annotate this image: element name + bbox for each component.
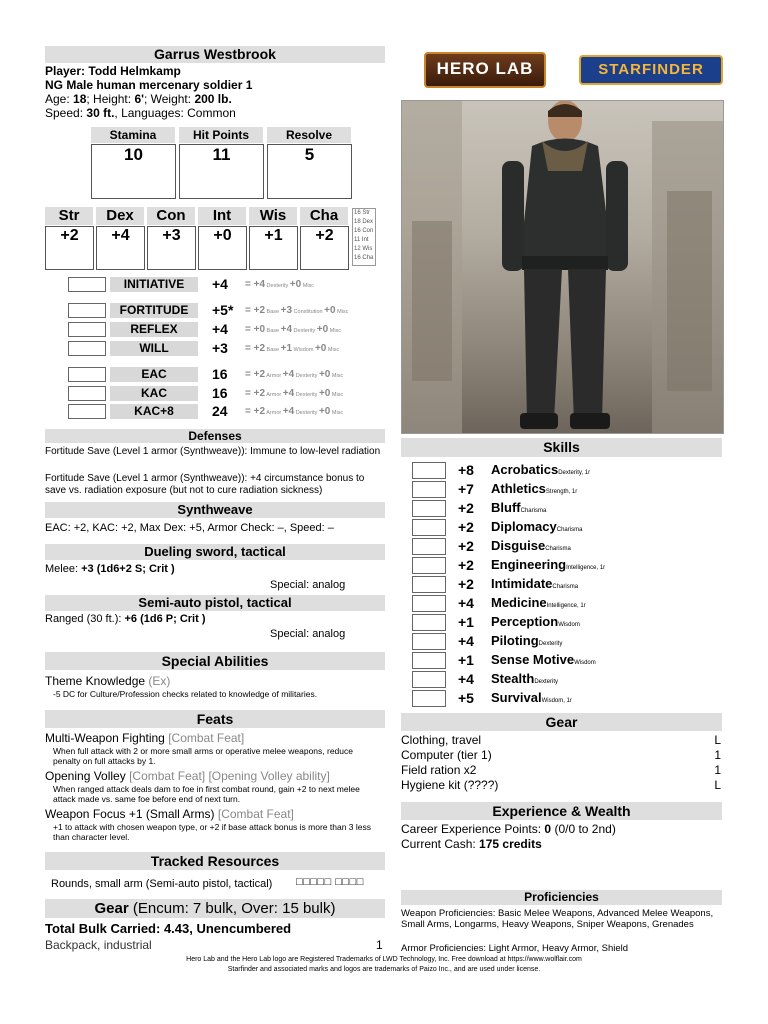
skills-title: Skills	[543, 439, 580, 455]
ability-score-5: 16 Cha	[354, 255, 374, 261]
skill-input-1[interactable]	[412, 481, 446, 498]
save-calc-part: Wisdom	[292, 347, 315, 353]
weapon-2-special: Special: analog	[270, 628, 346, 640]
save-input-5[interactable]	[68, 386, 106, 401]
skill-label: Stealth	[491, 671, 535, 686]
tracked-item: Rounds, small arm (Semi-auto pistol, tactical)	[51, 878, 273, 890]
speed-label: Speed:	[45, 106, 84, 120]
skill-value-11: +4	[458, 671, 474, 687]
save-value-1: +5*	[212, 302, 234, 318]
save-calc-part: +4	[280, 324, 293, 335]
skill-label: Bluff	[491, 500, 521, 515]
weapon-1-special: Special: analog	[270, 579, 346, 591]
weapon-1-label: Melee:	[45, 563, 79, 575]
feat-2-line	[45, 769, 330, 783]
ability-score-1: 18 Dex	[354, 219, 374, 225]
skill-input-2[interactable]	[412, 500, 446, 517]
backpack-qty: 1	[376, 938, 383, 952]
footer-line-1: Hero Lab and the Hero Lab logo are Registered Trademarks of LWD Technology, Inc. Free download at https://www.wolflair.com	[186, 956, 582, 963]
skill-name-4	[491, 538, 571, 553]
special-ability-tag: (Ex)	[148, 674, 171, 688]
save-value-3: +3	[212, 340, 228, 356]
save-calc-part: +0	[318, 406, 331, 417]
save-label-3: WILL	[110, 341, 198, 356]
ability-mod-5: +2	[315, 227, 334, 244]
save-calc-part: Dexterity	[265, 283, 290, 289]
feat-1-desc: When full attack with 2 or more small arms or operative melee weapons, reduce penalty on full attacks by 1.	[53, 746, 353, 766]
save-value-6: 24	[212, 403, 228, 419]
skill-note: Wisdom, 1r	[541, 698, 572, 704]
save-calc-part: Armor	[265, 392, 283, 398]
xp-line	[401, 822, 616, 836]
gear-item-qty: L	[714, 733, 721, 747]
save-calc-part: Misc	[326, 347, 340, 353]
save-value-4: 16	[212, 366, 228, 382]
save-label-4: EAC	[110, 367, 198, 382]
skill-input-4[interactable]	[412, 538, 446, 555]
ability-label-0: Str	[45, 207, 93, 225]
gear-bulk-header	[45, 899, 385, 918]
gear-item-name: Clothing, travel	[401, 733, 482, 747]
gear-item-qty: L	[714, 778, 721, 792]
skill-note: Intelligence, 1r	[546, 603, 586, 609]
save-calc-part: +0	[324, 305, 336, 316]
armor-proficiencies: Armor Proficiencies: Light Armor, Heavy Armor, Shield	[401, 943, 629, 954]
gear-item-name: Hygiene kit (????)	[401, 778, 499, 792]
age-label: Age:	[45, 92, 70, 106]
gear-item	[401, 763, 721, 777]
feat-2-desc: When ranged attack deals dam to foe in first combat round, gain +2 to next melee attack made vs. same foe before end of next turn.	[53, 784, 360, 804]
skill-note: Intelligence, 1r	[566, 565, 606, 571]
save-calc-2	[245, 324, 341, 335]
feat-2-tag: [Combat Feat] [Opening Volley ability]	[129, 769, 330, 783]
save-label-6: KAC+8	[110, 404, 198, 419]
height-value: 6'	[134, 92, 144, 106]
defenses-header	[45, 429, 385, 443]
weight-value: 200 lb.	[194, 92, 232, 106]
save-calc-5	[245, 388, 343, 399]
skill-label: Disguise	[491, 538, 546, 553]
skill-name-8	[491, 614, 580, 629]
skill-input-6[interactable]	[412, 576, 446, 593]
ability-mod-2: +3	[162, 227, 181, 244]
skill-label: Athletics	[491, 481, 546, 496]
starfinder-logo: STARFINDER	[579, 55, 723, 85]
ability-scores-box	[352, 208, 376, 266]
save-input-0[interactable]	[68, 277, 106, 292]
gear-header	[401, 713, 722, 731]
defense-line-1: Fortitude Save (Level 1 armor (Synthweave)): Immune to low-level radiation	[45, 446, 381, 457]
skill-label: Medicine	[491, 595, 547, 610]
skill-input-5[interactable]	[412, 557, 446, 574]
total-bulk: Total Bulk Carried: 4.43, Unencumbered	[45, 921, 292, 936]
save-input-3[interactable]	[68, 341, 106, 356]
save-calc-part: +0	[318, 388, 331, 399]
armor-header	[45, 502, 385, 518]
skill-value-7: +4	[458, 595, 474, 611]
ability-score-3: 11 Int	[354, 237, 369, 243]
special-ability-desc: -5 DC for Culture/Profession checks related to knowledge of militaries.	[53, 689, 318, 699]
gear-encumbrance: (Encum: 7 bulk, Over: 15 bulk)	[132, 900, 336, 917]
save-calc-part: Constitution	[292, 309, 325, 315]
skill-note: Wisdom	[558, 622, 580, 628]
vital-label-0: Stamina	[91, 127, 175, 143]
xp-label: Career Experience Points:	[401, 822, 542, 836]
weapon-proficiencies: Weapon Proficiencies: Basic Melee Weapons, Advanced Melee Weapons, Small Arms, Longarms, Heavy Weapons, Sniper Weapons, Grenades	[401, 908, 714, 930]
save-calc-part: +0	[318, 369, 331, 380]
player-line	[45, 64, 181, 78]
weight-label: ; Weight:	[143, 92, 192, 106]
weapon-1-attack-line	[45, 563, 175, 575]
character-name: Garrus Westbrook	[154, 46, 276, 62]
weapon-2-attack: +6 (1d6 P; Crit )	[124, 613, 206, 625]
gear-item	[401, 778, 721, 792]
defenses-title: Defenses	[188, 429, 242, 443]
weapon-1-header	[45, 544, 385, 560]
skill-name-3	[491, 519, 582, 534]
save-calc-part: = +2	[245, 305, 266, 316]
gear-item-name: Computer (tier 1)	[401, 748, 492, 762]
ability-label-4: Wis	[249, 207, 297, 225]
footer-line-2: Starfinder and associated marks and logos are trademarks of Paizo Inc., and are used under license.	[227, 966, 541, 973]
special-ability-name: Theme Knowledge	[45, 674, 146, 688]
save-calc-part: Armor	[265, 410, 283, 416]
weapon-2-attack-line	[45, 613, 206, 625]
save-label-1: FORTITUDE	[110, 303, 198, 318]
ability-label-3: Int	[198, 207, 246, 225]
save-calc-part: +1	[280, 343, 293, 354]
save-calc-part: = +2	[245, 388, 266, 399]
skill-value-2: +2	[458, 500, 474, 516]
save-label-0: INITIATIVE	[110, 277, 198, 292]
save-calc-part: = +2	[245, 369, 266, 380]
skill-label: Diplomacy	[491, 519, 557, 534]
proficiencies-header	[401, 890, 722, 905]
gear-item	[401, 748, 721, 762]
proficiencies-title: Proficiencies	[524, 890, 599, 904]
portrait-illustration	[402, 101, 723, 433]
skill-value-4: +2	[458, 538, 474, 554]
save-calc-part: Base	[265, 309, 281, 315]
skills-header	[401, 438, 722, 457]
experience-title: Experience & Wealth	[492, 803, 631, 819]
save-calc-part: Misc	[335, 309, 349, 315]
player-name: Todd Helmkamp	[88, 64, 181, 78]
armor-title: Synthweave	[177, 502, 253, 517]
ability-label-2: Con	[147, 207, 195, 225]
skill-name-0	[491, 462, 590, 477]
skill-name-1	[491, 481, 577, 496]
save-calc-part: Misc	[328, 328, 342, 334]
cash-label: Current Cash:	[401, 837, 476, 851]
feat-1-tag: [Combat Feat]	[168, 731, 245, 745]
special-abilities-title: Special Abilities	[161, 653, 269, 669]
skill-input-11[interactable]	[412, 671, 446, 688]
skill-note: Charisma	[556, 527, 583, 533]
age-value: 18	[73, 92, 87, 106]
tracked-checkboxes[interactable]: □□□□□ □□□□	[296, 876, 364, 888]
gear-title: Gear	[545, 714, 578, 730]
save-value-2: +4	[212, 321, 228, 337]
save-input-6[interactable]	[68, 404, 106, 419]
skill-input-8[interactable]	[412, 614, 446, 631]
ability-mod-1: +4	[111, 227, 130, 244]
skill-name-7	[491, 595, 586, 610]
gear-item-qty: 1	[714, 763, 721, 777]
gear-item-qty: 1	[714, 748, 721, 762]
skill-value-5: +2	[458, 557, 474, 573]
speed-line	[45, 106, 236, 120]
feat-1-line	[45, 731, 244, 745]
skill-input-9[interactable]	[412, 633, 446, 650]
vital-box-0[interactable]	[91, 144, 176, 199]
save-value-0: +4	[212, 276, 228, 292]
special-abilities-header	[45, 652, 385, 670]
skill-note: Dexterity	[538, 641, 563, 647]
skill-value-10: +1	[458, 652, 474, 668]
save-label-5: KAC	[110, 386, 198, 401]
skill-label: Sense Motive	[491, 652, 575, 667]
save-calc-part: Misc	[301, 283, 315, 289]
character-summary: NG Male human mercenary soldier 1	[45, 78, 253, 92]
skill-value-1: +7	[458, 481, 474, 497]
save-label-2: REFLEX	[110, 322, 198, 337]
skill-label: Piloting	[491, 633, 539, 648]
skill-value-3: +2	[458, 519, 474, 535]
save-calc-part: Base	[265, 328, 281, 334]
herolab-logo: HERO LAB	[424, 52, 546, 88]
ability-box-0[interactable]	[45, 226, 94, 270]
save-calc-part: +4	[282, 369, 295, 380]
skill-input-0[interactable]	[412, 462, 446, 479]
save-calc-part: Misc	[330, 392, 344, 398]
vital-label-1: Hit Points	[179, 127, 263, 143]
xp-value: 0	[544, 822, 552, 836]
feats-title: Feats	[196, 711, 234, 727]
tracked-header	[45, 852, 385, 870]
vital-value-1: 11	[212, 145, 231, 164]
skill-note: Dexterity, 1r	[558, 470, 591, 476]
ability-label-5: Cha	[300, 207, 348, 225]
height-label: ; Height:	[86, 92, 132, 106]
skill-name-9	[491, 633, 562, 648]
skill-label: Acrobatics	[491, 462, 559, 477]
vital-box-1[interactable]	[179, 144, 264, 199]
save-calc-part: +4	[282, 388, 295, 399]
gear-bulk-title: Gear	[94, 900, 129, 917]
skill-name-12	[491, 690, 572, 705]
save-calc-part: +0	[316, 324, 329, 335]
skill-label: Engineering	[491, 557, 567, 572]
vital-value-2: 5	[304, 145, 315, 164]
save-input-2[interactable]	[68, 322, 106, 337]
skill-note: Strength, 1r	[545, 489, 578, 495]
tracked-title: Tracked Resources	[150, 853, 280, 869]
feat-3-tag: [Combat Feat]	[217, 807, 294, 821]
save-calc-0	[245, 279, 314, 290]
skill-note: Dexterity	[534, 679, 559, 685]
feat-1-name: Multi-Weapon Fighting	[45, 731, 165, 745]
save-calc-part: +4	[282, 406, 295, 417]
feat-3-desc: +1 to attack with chosen weapon type, or +2 if base attack bonus is more than 3 less than character level.	[53, 822, 371, 842]
cash-line	[401, 837, 542, 851]
save-calc-part: +0	[314, 343, 327, 354]
weapon-1-title: Dueling sword, tactical	[144, 544, 286, 559]
player-label: Player:	[45, 64, 86, 78]
save-calc-part: +3	[280, 305, 293, 316]
ability-box-1[interactable]	[96, 226, 145, 270]
skill-input-3[interactable]	[412, 519, 446, 536]
feats-header	[45, 710, 385, 728]
weapon-2-title: Semi-auto pistol, tactical	[138, 595, 292, 610]
ability-mod-0: +2	[60, 227, 79, 244]
gear-item	[401, 733, 721, 747]
vital-value-0: 10	[124, 145, 143, 164]
ability-mod-3: +0	[213, 227, 232, 244]
skill-note: Charisma	[520, 508, 547, 514]
character-name-bar	[45, 46, 385, 63]
save-calc-part: = +4	[245, 279, 266, 290]
cash-value: 175 credits	[479, 837, 542, 851]
skill-value-6: +2	[458, 576, 474, 592]
skill-name-10	[491, 652, 596, 667]
skill-label: Survival	[491, 690, 542, 705]
save-calc-part: Misc	[330, 410, 344, 416]
save-calc-3	[245, 343, 339, 354]
xp-note: (0/0 to 2nd)	[554, 822, 616, 836]
ability-box-2[interactable]	[147, 226, 196, 270]
backpack-item: Backpack, industrial	[45, 938, 152, 952]
save-calc-6	[245, 406, 343, 417]
save-input-1[interactable]	[68, 303, 106, 318]
skill-name-2	[491, 500, 546, 515]
skill-label: Perception	[491, 614, 559, 629]
save-calc-part: = +2	[245, 406, 266, 417]
save-input-4[interactable]	[68, 367, 106, 382]
save-calc-part: Misc	[330, 373, 344, 379]
weapon-2-header	[45, 595, 385, 611]
skill-value-8: +1	[458, 614, 474, 630]
save-calc-part: Dexterity	[294, 373, 319, 379]
save-calc-part: = +2	[245, 343, 266, 354]
save-calc-part: Dexterity	[294, 392, 319, 398]
skill-name-6	[491, 576, 578, 591]
defense-line-2: Fortitude Save (Level 1 armor (Synthweave)): +4 circumstance bonus to save vs. radiation exposure (but not to cure radiation sickness)	[45, 473, 365, 496]
ability-box-5[interactable]	[300, 226, 349, 270]
save-calc-part: Dexterity	[292, 328, 317, 334]
skill-value-12: +5	[458, 690, 474, 706]
vital-label-2: Resolve	[267, 127, 351, 143]
experience-header	[401, 802, 722, 820]
save-calc-1	[245, 305, 348, 316]
save-calc-4	[245, 369, 343, 380]
skill-note: Charisma	[545, 546, 571, 552]
ability-label-1: Dex	[96, 207, 144, 225]
skill-input-7[interactable]	[412, 595, 446, 612]
age-line	[45, 92, 232, 106]
languages: , Languages: Common	[114, 106, 236, 120]
armor-stats: EAC: +2, KAC: +2, Max Dex: +5, Armor Check: –, Speed: –	[45, 522, 334, 534]
feat-3-name: Weapon Focus +1 (Small Arms)	[45, 807, 215, 821]
ability-score-2: 16 Con	[354, 228, 374, 234]
skill-value-0: +8	[458, 462, 474, 478]
skill-note: Charisma	[552, 584, 579, 590]
save-value-5: 16	[212, 385, 228, 401]
special-ability-line	[45, 674, 170, 688]
ability-score-4: 12 Wis	[354, 246, 373, 252]
speed-value: 30 ft.	[86, 106, 115, 120]
skill-input-10[interactable]	[412, 652, 446, 669]
weapon-1-attack: +3 (1d6+2 S; Crit )	[81, 563, 175, 575]
skill-name-5	[491, 557, 605, 572]
save-calc-part: = +0	[245, 324, 266, 335]
weapon-2-label: Ranged (30 ft.):	[45, 613, 122, 625]
skill-label: Intimidate	[491, 576, 553, 591]
save-calc-part: Dexterity	[294, 410, 319, 416]
vital-box-2[interactable]	[267, 144, 352, 199]
gear-item-name: Field ration x2	[401, 763, 477, 777]
skill-note: Wisdom	[574, 660, 596, 666]
save-calc-part: +0	[289, 279, 302, 290]
feat-2-name: Opening Volley	[45, 769, 126, 783]
feat-3-line	[45, 807, 294, 821]
ability-mod-4: +1	[264, 227, 283, 244]
skill-input-12[interactable]	[412, 690, 446, 707]
ability-score-0: 16 Str	[354, 210, 371, 216]
skill-value-9: +4	[458, 633, 474, 649]
character-portrait	[401, 100, 724, 434]
ability-box-4[interactable]	[249, 226, 298, 270]
skill-name-11	[491, 671, 558, 686]
ability-box-3[interactable]	[198, 226, 247, 270]
save-calc-part: Base	[265, 347, 281, 353]
save-calc-part: Armor	[265, 373, 283, 379]
